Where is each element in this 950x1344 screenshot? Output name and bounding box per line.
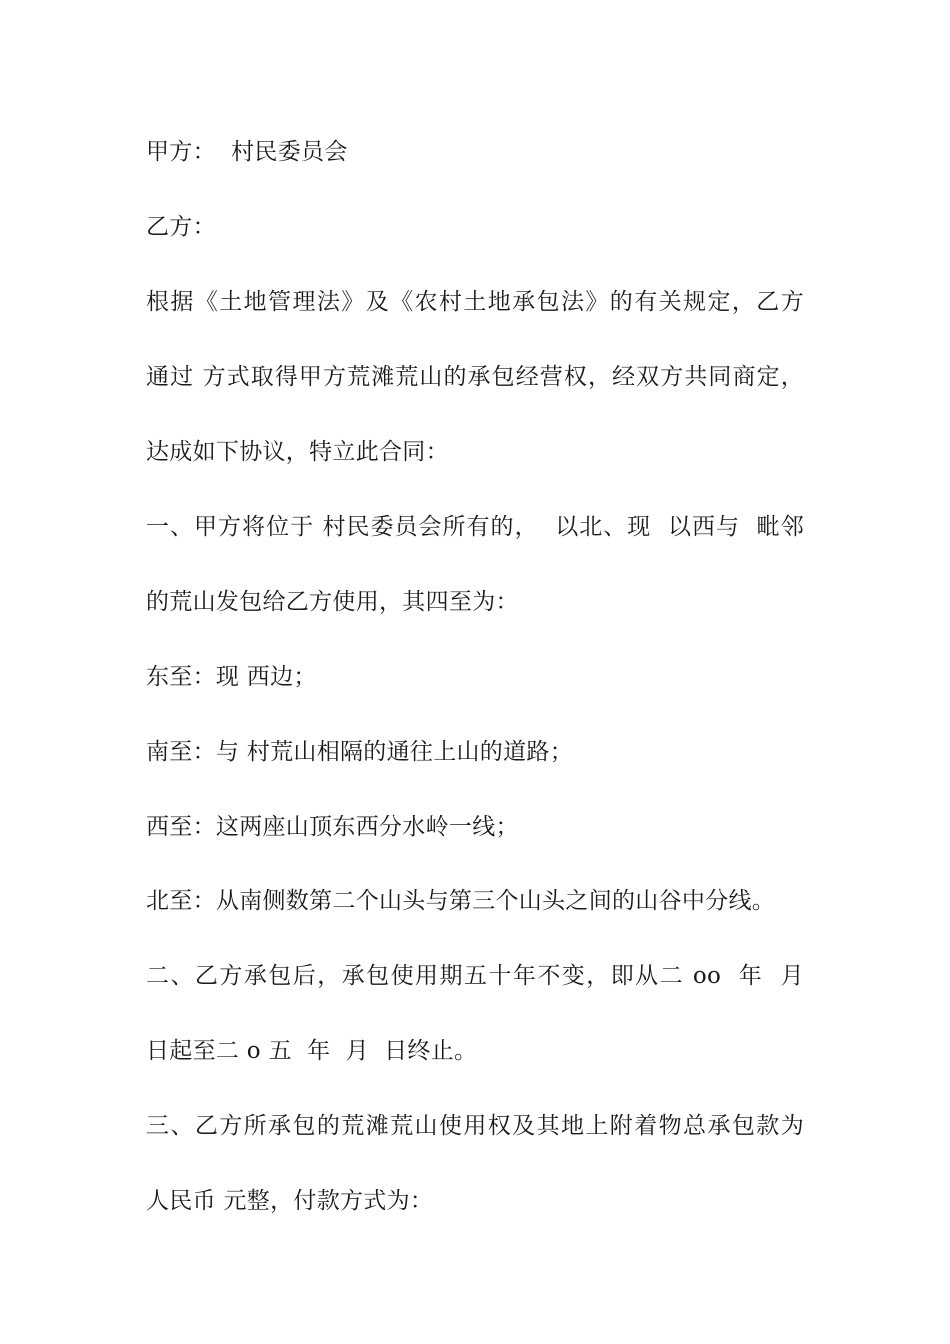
boundary-west-line: 西至：这两座山顶东西分水岭一线； [146,814,519,840]
clause-three-line: 人民币 元整，付款方式为： [146,1188,434,1214]
boundary-south-line: 南至：与 村荒山相隔的通往上山的道路； [146,739,574,765]
clause-three-line: 三、乙方所承包的荒滩荒山使用权及其地上附着物总承包款为 [146,1113,804,1139]
boundary-east-line: 东至：现 西边； [146,664,317,690]
paragraph-line: 达成如下协议，特立此合同： [146,439,449,465]
clause-two-line: 日起至二 o 五 年 月 日终止。 [146,1038,478,1064]
party-a-line: 甲方： 村民委员会 [146,139,348,165]
clause-two-line: 二、乙方承包后，承包使用期五十年不变，即从二 oo 年 月 [146,963,804,989]
party-b-line: 乙方： [146,214,216,240]
boundary-north-line: 北至：从南侧数第二个山头与第三个山头之间的山谷中分线。 [146,888,776,914]
clause-one-line: 一、甲方将位于 村民委员会所有的， 以北、现 以西与 毗邻 [146,514,804,540]
paragraph-line: 通过 方式取得甲方荒滩荒山的承包经营权，经双方共同商定， [146,364,804,390]
paragraph-line: 根据《土地管理法》及《农村土地承包法》的有关规定，乙方 [146,289,804,315]
clause-one-line: 的荒山发包给乙方使用，其四至为： [146,589,519,615]
